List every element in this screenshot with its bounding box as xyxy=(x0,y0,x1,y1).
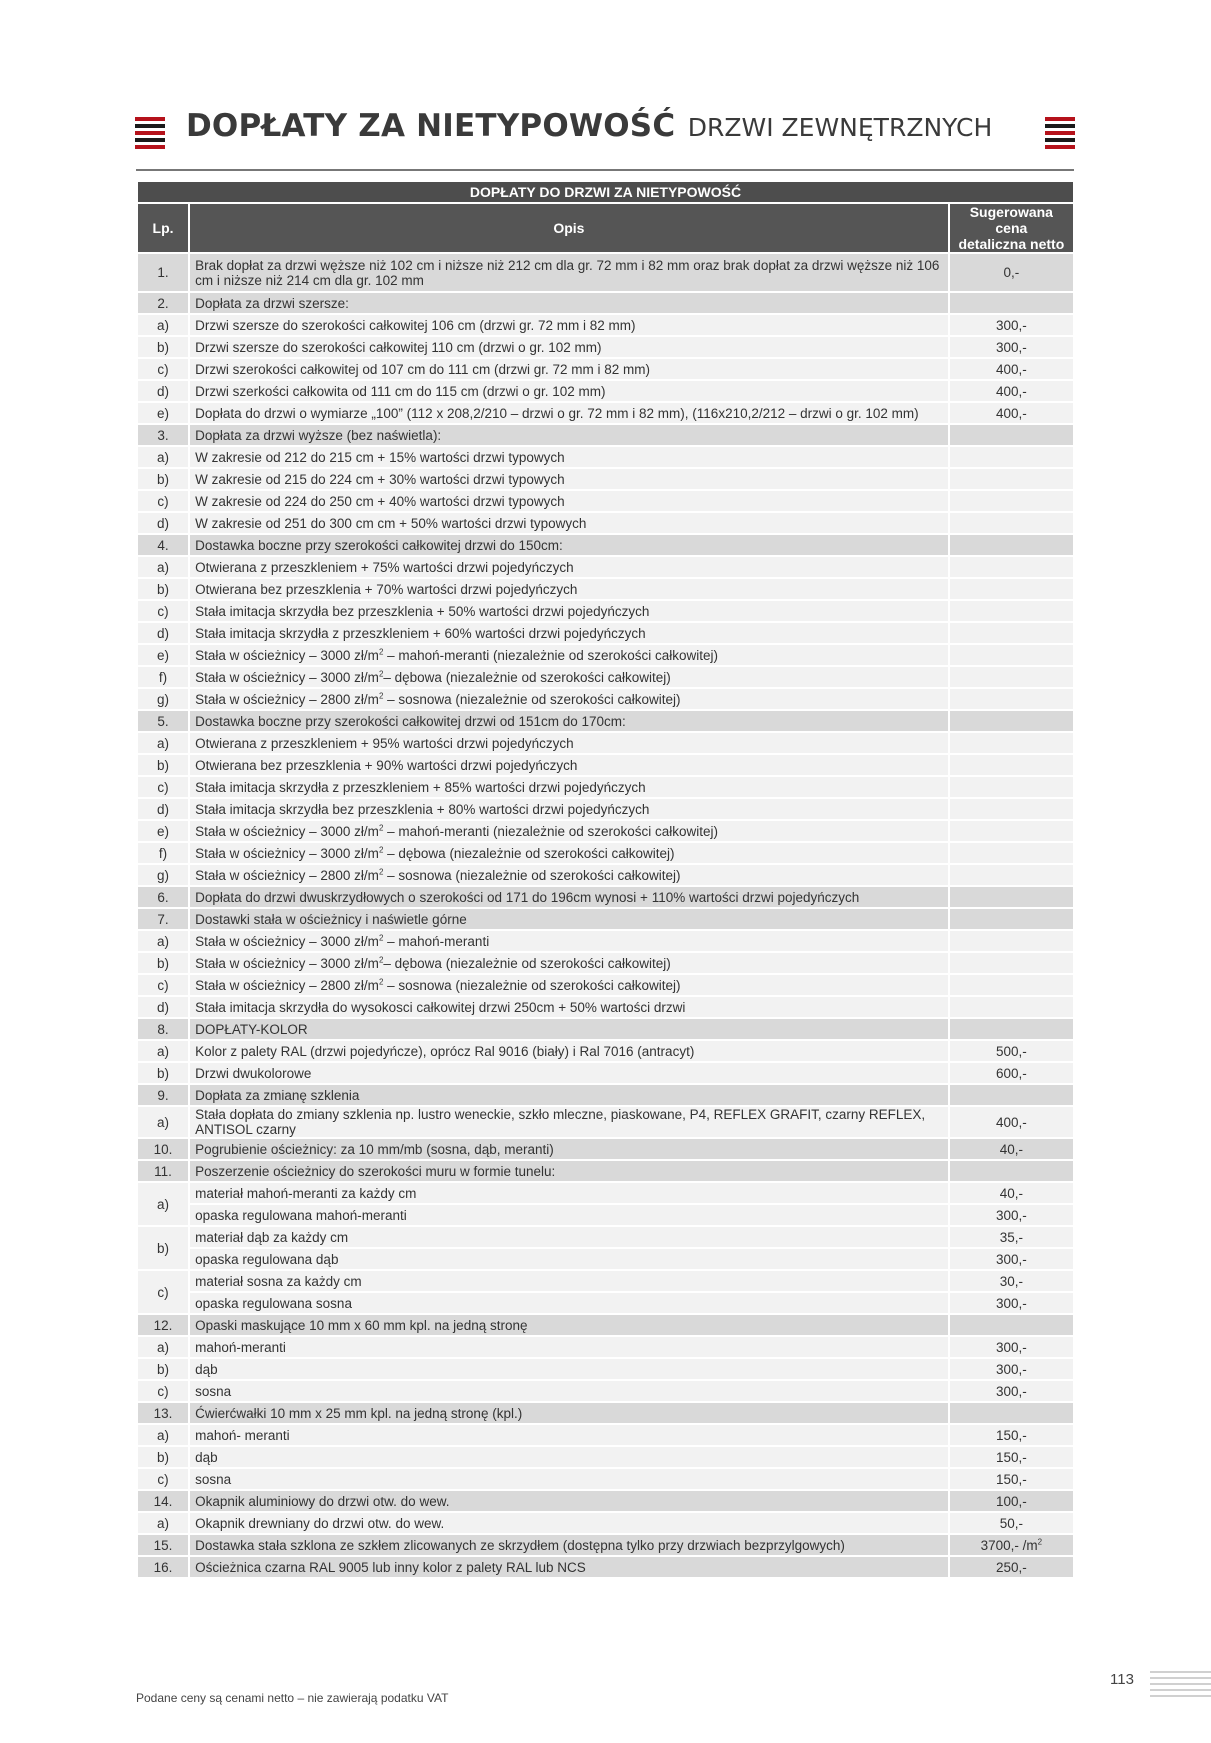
row-description: materiał dąb za każdy cm xyxy=(190,1227,948,1247)
row-description: dąb xyxy=(190,1447,948,1467)
row-number: d) xyxy=(138,623,188,643)
table-row xyxy=(138,1205,1073,1225)
table-row xyxy=(138,1271,1073,1291)
row-price: 100,- xyxy=(950,1491,1073,1511)
row-price xyxy=(950,799,1073,819)
row-description: Drzwi szerkości całkowita od 111 cm do 115 cm (drzwi o gr. 102 mm) xyxy=(190,381,948,401)
row-number: 6. xyxy=(138,887,188,907)
table-row xyxy=(138,535,1073,555)
row-number: b) xyxy=(138,337,188,357)
page-title-light: DRZWI ZEWNĘTRZNYCH xyxy=(687,113,993,142)
row-number: e) xyxy=(138,403,188,423)
table-row xyxy=(138,447,1073,467)
row-number: 2. xyxy=(138,293,188,313)
table-row xyxy=(138,491,1073,511)
row-price: 250,- xyxy=(950,1557,1073,1577)
table-row xyxy=(138,1557,1073,1577)
table-row xyxy=(138,1337,1073,1357)
row-price: 400,- xyxy=(950,381,1073,401)
row-number: 14. xyxy=(138,1491,188,1511)
table-row xyxy=(138,1381,1073,1401)
row-number: d) xyxy=(138,997,188,1017)
row-number: 7. xyxy=(138,909,188,929)
row-description: Drzwi dwukolorowe xyxy=(190,1063,948,1083)
table-row xyxy=(138,557,1073,577)
table-row xyxy=(138,254,1073,291)
row-price xyxy=(950,887,1073,907)
table-row xyxy=(138,821,1073,841)
row-number: f) xyxy=(138,667,188,687)
table-row xyxy=(138,513,1073,533)
row-description: Dopłata za drzwi szersze: xyxy=(190,293,948,313)
row-number: b) xyxy=(138,1227,188,1269)
table-row xyxy=(138,403,1073,423)
row-price xyxy=(950,667,1073,687)
row-description: Otwierana bez przeszklenia + 90% wartości drzwi pojedyńczych xyxy=(190,755,948,775)
table-row xyxy=(138,1063,1073,1083)
table-row xyxy=(138,1019,1073,1039)
row-price: 150,- xyxy=(950,1447,1073,1467)
row-number: 13. xyxy=(138,1403,188,1423)
row-number: b) xyxy=(138,755,188,775)
table-row xyxy=(138,1359,1073,1379)
row-description: opaska regulowana dąb xyxy=(190,1249,948,1269)
row-price xyxy=(950,623,1073,643)
row-number: c) xyxy=(138,1271,188,1313)
row-price: 50,- xyxy=(950,1513,1073,1533)
row-number: 8. xyxy=(138,1019,188,1039)
row-description: Dopłata za zmianę szklenia xyxy=(190,1085,948,1105)
row-description: Ćwierćwałki 10 mm x 25 mm kpl. na jedną stronę (kpl.) xyxy=(190,1403,948,1423)
row-number: f) xyxy=(138,843,188,863)
table-row xyxy=(138,865,1073,885)
row-description: Stała w ościeżnicy – 3000 $zł/m^2$ – mahoń-meranti (niezależnie od szerokości całkowitej) xyxy=(190,821,948,841)
row-description: Dopłata do drzwi o wymiarze „100” (112 x 208,2/210 – drzwi o gr. 72 mm i 82 mm), (116x210,2/212 – drzwi o gr. 102 mm) xyxy=(190,403,948,423)
row-description: Stała w ościeżnicy – 2800 $zł/m^2$ – sosnowa (niezależnie od szerokości całkowitej) xyxy=(190,865,948,885)
table-row xyxy=(138,909,1073,929)
row-price: 400,- xyxy=(950,359,1073,379)
row-description: Stała w ościeżnicy – 3000 $zł/m^2$ – dębowa (niezależnie od szerokości całkowitej) xyxy=(190,843,948,863)
table-row xyxy=(138,997,1073,1017)
table-row xyxy=(138,469,1073,489)
row-price: 150,- xyxy=(950,1469,1073,1489)
row-number: 4. xyxy=(138,535,188,555)
table-row xyxy=(138,667,1073,687)
row-price xyxy=(950,535,1073,555)
row-price xyxy=(950,1403,1073,1423)
row-description: sosna xyxy=(190,1381,948,1401)
row-number: b) xyxy=(138,1063,188,1083)
row-number: c) xyxy=(138,359,188,379)
table-title: DOPŁATY DO DRZWI ZA NIETYPOWOŚĆ xyxy=(138,182,1073,202)
table-row xyxy=(138,931,1073,951)
row-number: c) xyxy=(138,1381,188,1401)
row-price: 300,- xyxy=(950,1381,1073,1401)
row-number: e) xyxy=(138,645,188,665)
row-description: Opaski maskujące 10 mm x 60 mm kpl. na jedną stronę xyxy=(190,1315,948,1335)
row-number: a) xyxy=(138,315,188,335)
row-description: Stała imitacja skrzydła z przeszkleniem + 60% wartości drzwi pojedyńczych xyxy=(190,623,948,643)
row-price xyxy=(950,293,1073,313)
row-description: Okapnik aluminiowy do drzwi otw. do wew. xyxy=(190,1491,948,1511)
row-description: Dopłata za drzwi wyższe (bez naświetla): xyxy=(190,425,948,445)
table-row xyxy=(138,579,1073,599)
table-row xyxy=(138,975,1073,995)
row-description: Stała w ościeżnicy – 3000 $zł/m^2$ – mahoń-meranti (niezależnie od szerokości całkowitej) xyxy=(190,645,948,665)
row-description: Stała w ościeżnicy – 3000 $zł/m^2$ – mahoń-meranti xyxy=(190,931,948,951)
row-description: Dostawka boczne przy szerokości całkowitej drzwi do 150cm: xyxy=(190,535,948,555)
row-description: Stała imitacja skrzydła bez przeszklenia + 50% wartości drzwi pojedyńczych xyxy=(190,601,948,621)
row-number: 3. xyxy=(138,425,188,445)
row-description: Stała w ościeżnicy – 3000 $zł/m^2-$ dębowa (niezależnie od szerokości całkowitej) xyxy=(190,667,948,687)
stripes-right-decoration xyxy=(1045,117,1075,149)
row-number: a) xyxy=(138,557,188,577)
row-price: 300,- xyxy=(950,315,1073,335)
row-price xyxy=(950,755,1073,775)
row-price xyxy=(950,689,1073,709)
row-price: 40,- xyxy=(950,1139,1073,1159)
row-price xyxy=(950,579,1073,599)
row-price: 400,- xyxy=(950,403,1073,423)
row-price: 300,- xyxy=(950,1293,1073,1313)
row-price: 500,- xyxy=(950,1041,1073,1061)
row-number: d) xyxy=(138,381,188,401)
table-row xyxy=(138,1249,1073,1269)
row-number: a) xyxy=(138,1425,188,1445)
row-description: Kolor z palety RAL (drzwi pojedyńcze), oprócz Ral 9016 (biały) i Ral 7016 (antracyt) xyxy=(190,1041,948,1061)
row-number: a) xyxy=(138,1337,188,1357)
row-description: Otwierana z przeszkleniem + 75% wartości drzwi pojedyńczych xyxy=(190,557,948,577)
row-description: materiał sosna za każdy cm xyxy=(190,1271,948,1291)
row-number: 11. xyxy=(138,1161,188,1181)
row-number: 16. xyxy=(138,1557,188,1577)
row-number: a) xyxy=(138,931,188,951)
row-price xyxy=(950,601,1073,621)
table-row xyxy=(138,1513,1073,1533)
row-price: 300,- xyxy=(950,1359,1073,1379)
row-description: W zakresie od 215 do 224 cm + 30% wartości drzwi typowych xyxy=(190,469,948,489)
table-row xyxy=(138,337,1073,357)
row-description: Stała imitacja skrzydła bez przeszklenia + 80% wartości drzwi pojedyńczych xyxy=(190,799,948,819)
row-number: g) xyxy=(138,689,188,709)
row-description: Ościeżnica czarna RAL 9005 lub inny kolor z palety RAL lub NCS xyxy=(190,1557,948,1577)
page-title-bold: DOPŁATY ZA NIETYPOWOŚĆ xyxy=(186,108,676,144)
row-price xyxy=(950,491,1073,511)
row-price: 300,- xyxy=(950,1249,1073,1269)
row-price xyxy=(950,821,1073,841)
row-price xyxy=(950,711,1073,731)
table-row xyxy=(138,887,1073,907)
row-price: 600,- xyxy=(950,1063,1073,1083)
row-description: W zakresie od 212 do 215 cm + 15% wartości drzwi typowych xyxy=(190,447,948,467)
row-number: e) xyxy=(138,821,188,841)
table-row xyxy=(138,711,1073,731)
row-price: 300,- xyxy=(950,1337,1073,1357)
row-number: g) xyxy=(138,865,188,885)
row-number: b) xyxy=(138,579,188,599)
table-row xyxy=(138,733,1073,753)
page-number: 113 xyxy=(1110,1671,1134,1688)
table-row xyxy=(138,953,1073,973)
row-number: c) xyxy=(138,1469,188,1489)
row-price: 3700,- $/m^2$ xyxy=(950,1535,1073,1555)
table-row xyxy=(138,315,1073,335)
row-price xyxy=(950,843,1073,863)
row-description: Pogrubienie ościeżnicy: za 10 mm/mb (sosna, dąb, meranti) xyxy=(190,1139,948,1159)
row-price xyxy=(950,733,1073,753)
row-number: 15. xyxy=(138,1535,188,1555)
row-number: b) xyxy=(138,469,188,489)
row-number: b) xyxy=(138,1359,188,1379)
row-number: c) xyxy=(138,777,188,797)
row-number: 12. xyxy=(138,1315,188,1335)
row-price: 40,- xyxy=(950,1183,1073,1203)
row-price: 400,- xyxy=(950,1107,1073,1137)
row-description: mahoń-meranti xyxy=(190,1337,948,1357)
row-price xyxy=(950,1161,1073,1181)
column-header-price-line2: detaliczna netto xyxy=(958,236,1065,252)
row-description: mahoń- meranti xyxy=(190,1425,948,1445)
table-row xyxy=(138,381,1073,401)
row-number: 10. xyxy=(138,1139,188,1159)
row-price xyxy=(950,777,1073,797)
row-description: Drzwi szersze do szerokości całkowitej 106 cm (drzwi gr. 72 mm i 82 mm) xyxy=(190,315,948,335)
surcharge-table xyxy=(136,180,1075,1579)
column-header-price xyxy=(950,204,1073,252)
table-row xyxy=(138,1491,1073,1511)
row-number: b) xyxy=(138,953,188,973)
row-description: Dostawka stała szklona ze szkłem zlicowanych ze skrzydłem (dostępna tylko przy drzwiach bezprzylgowych) xyxy=(190,1535,948,1555)
column-header-lp: Lp. xyxy=(138,204,188,252)
table-row xyxy=(138,1139,1073,1159)
row-number: c) xyxy=(138,601,188,621)
row-number: 1. xyxy=(138,254,188,291)
row-number: c) xyxy=(138,975,188,995)
table-row xyxy=(138,1535,1073,1555)
row-description: Stała w ościeżnicy – 2800 $zł/m^2$ – sosnowa (niezależnie od szerokości całkowitej) xyxy=(190,689,948,709)
table-row xyxy=(138,843,1073,863)
table-row xyxy=(138,777,1073,797)
row-number: 5. xyxy=(138,711,188,731)
table-row xyxy=(138,1447,1073,1467)
table-row xyxy=(138,645,1073,665)
table-body xyxy=(138,254,1073,1577)
row-number: a) xyxy=(138,1041,188,1061)
table-row xyxy=(138,1315,1073,1335)
row-price xyxy=(950,513,1073,533)
row-description: dąb xyxy=(190,1359,948,1379)
column-header-price-line1: Sugerowana cena xyxy=(969,204,1053,236)
row-description: Stała dopłata do zmiany szklenia np. lustro weneckie, szkło mleczne, piaskowane, P4, REFLEX GRAFIT, czarny REFLEX, ANTISOL czarny xyxy=(190,1107,948,1137)
table-row xyxy=(138,1183,1073,1203)
row-price xyxy=(950,865,1073,885)
table-row xyxy=(138,1293,1073,1313)
table-row xyxy=(138,1161,1073,1181)
row-price xyxy=(950,909,1073,929)
row-price: 300,- xyxy=(950,337,1073,357)
table-row xyxy=(138,799,1073,819)
row-description: Brak dopłat za drzwi węższe niż 102 cm i niższe niż 212 cm dla gr. 72 mm i 82 mm oraz brak dopłat za drzwi węższe niż 106 cm i niższe niż 214 cm dla gr. 102 mm xyxy=(190,254,948,291)
table-row xyxy=(138,1085,1073,1105)
row-description: Okapnik drewniany do drzwi otw. do wew. xyxy=(190,1513,948,1533)
row-number: a) xyxy=(138,733,188,753)
row-price xyxy=(950,931,1073,951)
row-price: 150,- xyxy=(950,1425,1073,1445)
row-number: b) xyxy=(138,1447,188,1467)
row-number: d) xyxy=(138,799,188,819)
table-row xyxy=(138,689,1073,709)
table-row xyxy=(138,1107,1073,1137)
row-price xyxy=(950,645,1073,665)
row-price xyxy=(950,469,1073,489)
row-number: a) xyxy=(138,1107,188,1137)
header-divider xyxy=(136,169,1074,171)
row-description: Drzwi szerokości całkowitej od 107 cm do 111 cm (drzwi gr. 72 mm i 82 mm) xyxy=(190,359,948,379)
row-price xyxy=(950,997,1073,1017)
row-description: Dopłata do drzwi dwuskrzydłowych o szerokości od 171 do 196cm wynosi + 110% wartości drzwi pojedyńczych xyxy=(190,887,948,907)
row-price: 300,- xyxy=(950,1205,1073,1225)
row-number: 9. xyxy=(138,1085,188,1105)
row-description: Drzwi szersze do szerokości całkowitej 110 cm (drzwi o gr. 102 mm) xyxy=(190,337,948,357)
row-description: Stała w ościeżnicy – 2800 $zł/m^2$ – sosnowa (niezależnie od szerokości całkowitej) xyxy=(190,975,948,995)
page-header xyxy=(135,108,1075,154)
table-row xyxy=(138,1403,1073,1423)
row-description: opaska regulowana sosna xyxy=(190,1293,948,1313)
row-description: Poszerzenie ościeżnicy do szerokości muru w formie tunelu: xyxy=(190,1161,948,1181)
row-description: sosna xyxy=(190,1469,948,1489)
row-price xyxy=(950,953,1073,973)
stripes-left-decoration xyxy=(135,117,165,149)
page-title xyxy=(186,108,992,144)
table-row xyxy=(138,1469,1073,1489)
row-number: c) xyxy=(138,491,188,511)
row-number: d) xyxy=(138,513,188,533)
table-row xyxy=(138,359,1073,379)
row-price: 0,- xyxy=(950,254,1073,291)
table-row xyxy=(138,1227,1073,1247)
row-price xyxy=(950,1315,1073,1335)
table-row xyxy=(138,755,1073,775)
table-row xyxy=(138,601,1073,621)
row-description: Stała w ościeżnicy – 3000 $zł/m^2-$ dębowa (niezależnie od szerokości całkowitej) xyxy=(190,953,948,973)
row-description: Stała imitacja skrzydła do wysokosci całkowitej drzwi 250cm + 50% wartości drzwi xyxy=(190,997,948,1017)
row-description: Otwierana bez przeszklenia + 70% wartości drzwi pojedyńczych xyxy=(190,579,948,599)
row-number: a) xyxy=(138,1183,188,1225)
row-description: Otwierana z przeszkleniem + 95% wartości drzwi pojedyńczych xyxy=(190,733,948,753)
table-row xyxy=(138,1425,1073,1445)
row-number: a) xyxy=(138,447,188,467)
table-row xyxy=(138,293,1073,313)
row-price: 30,- xyxy=(950,1271,1073,1291)
table-row xyxy=(138,425,1073,445)
row-price xyxy=(950,1085,1073,1105)
row-description: opaska regulowana mahoń-meranti xyxy=(190,1205,948,1225)
page-number-decoration xyxy=(1150,1671,1211,1697)
vat-footnote: Podane ceny są cenami netto – nie zawierają podatku VAT xyxy=(136,1691,449,1705)
row-description: W zakresie od 224 do 250 cm + 40% wartości drzwi typowych xyxy=(190,491,948,511)
row-price: 35,- xyxy=(950,1227,1073,1247)
row-description: Stała imitacja skrzydła z przeszkleniem + 85% wartości drzwi pojedyńczych xyxy=(190,777,948,797)
row-description: W zakresie od 251 do 300 cm cm + 50% wartości drzwi typowych xyxy=(190,513,948,533)
row-price xyxy=(950,975,1073,995)
row-description: Dostawka boczne przy szerokości całkowitej drzwi od 151cm do 170cm: xyxy=(190,711,948,731)
row-number: a) xyxy=(138,1513,188,1533)
row-price xyxy=(950,425,1073,445)
table-row xyxy=(138,1041,1073,1061)
table-row xyxy=(138,623,1073,643)
row-description: materiał mahoń-meranti za każdy cm xyxy=(190,1183,948,1203)
row-price xyxy=(950,447,1073,467)
column-header-description: Opis xyxy=(190,204,948,252)
row-description: Dostawki stała w ościeżnicy i naświetle górne xyxy=(190,909,948,929)
row-price xyxy=(950,557,1073,577)
row-price xyxy=(950,1019,1073,1039)
row-description: DOPŁATY-KOLOR xyxy=(190,1019,948,1039)
